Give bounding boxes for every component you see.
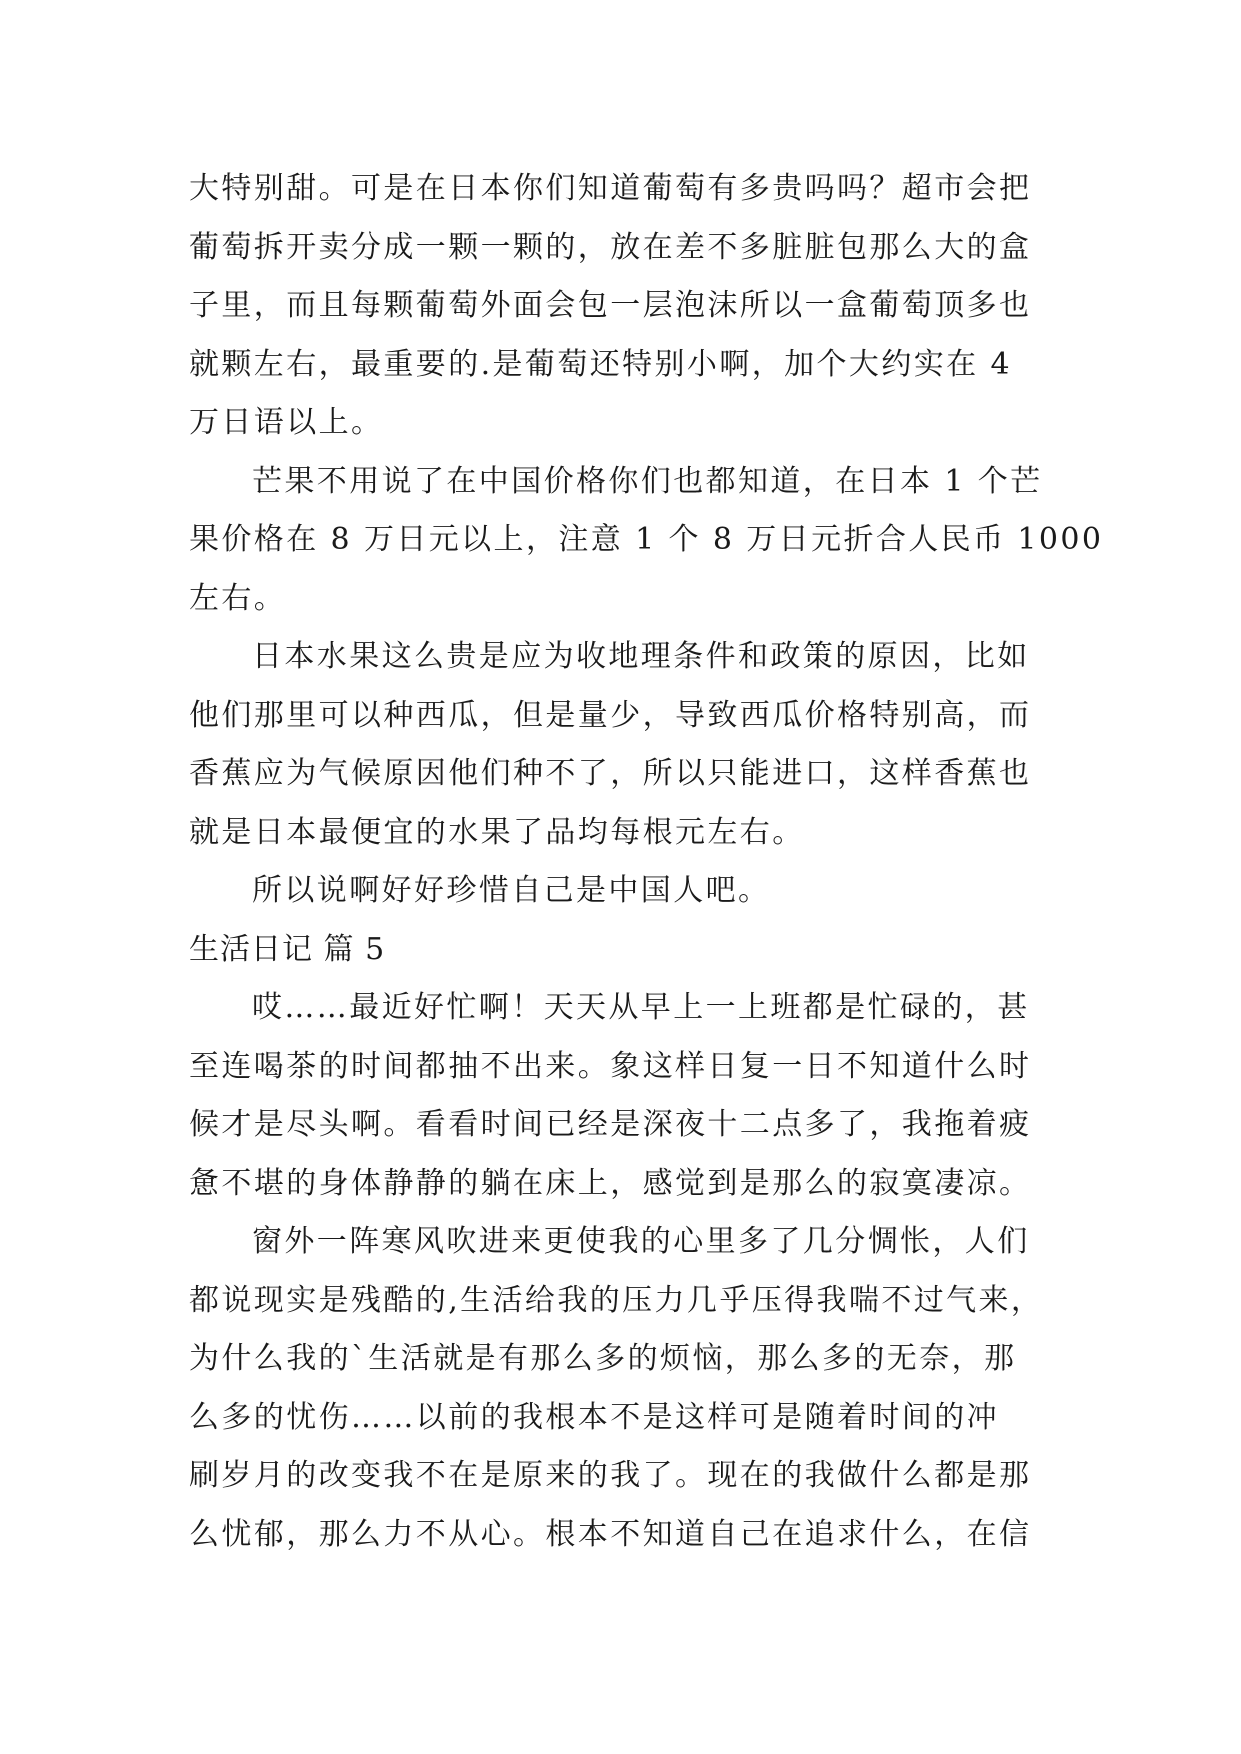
text-line: 都说现实是残酷的,生活给我的压力几乎压得我喘不过气来，	[189, 1282, 1044, 1318]
paragraph-first-line: 芒果不用说了在中国价格你们也都知道，在日本 1 个芒	[252, 463, 1043, 499]
section-heading: 生活日记 篇 5	[189, 931, 386, 967]
text-line: 万日语以上。	[189, 405, 384, 440]
text-line: 么忧郁，那么力不从心。根本不知道自己在追求什么，在信	[189, 1516, 1032, 1552]
paragraph-first-line: 所以说啊好好珍惜自己是中国人吧。	[252, 873, 771, 908]
text-line: 就是日本最便宜的水果了品均每根元左右。	[189, 814, 805, 850]
text-line: 左右。	[189, 580, 287, 616]
text-line: 子里，而且每颗葡萄外面会包一层泡沫所以一盒葡萄顶多也	[189, 288, 1032, 323]
paragraph-first-line: 日本水果这么贵是应为收地理条件和政策的原因，比如	[252, 639, 1030, 674]
text-line: 么多的忧伤……以前的我根本不是这样可是随着时间的冲	[189, 1399, 999, 1435]
text-line: 大特别甜。可是在日本你们知道葡萄有多贵吗吗？超市会把	[189, 171, 1032, 206]
text-line: 就颗左右，最重要的.是葡萄还特别小啊，加个大约实在 4	[189, 346, 1012, 382]
text-line: 香蕉应为气候原因他们种不了，所以只能进口，这样香蕉也	[189, 756, 1032, 791]
text-line: 为什么我的`生活就是有那么多的烦恼，那么多的无奈，那	[189, 1341, 1017, 1376]
text-line: 惫不堪的身体静静的躺在床上，感觉到是那么的寂寞凄凉。	[189, 1165, 1032, 1201]
text-line: 刷岁月的改变我不在是原来的我了。现在的我做什么都是那	[189, 1458, 1032, 1493]
paragraph-first-line: 哎……最近好忙啊！天天从早上一上班都是忙碌的，甚	[252, 990, 1030, 1025]
text-line: 他们那里可以种西瓜，但是量少，导致西瓜价格特别高，而	[189, 697, 1032, 733]
text-line: 葡萄拆开卖分成一颗一颗的，放在差不多脏脏包那么大的盒	[189, 229, 1032, 265]
document-body	[189, 160, 1104, 1564]
paragraph-first-line: 窗外一阵寒风吹进来更使我的心里多了几分惆怅，人们	[252, 1224, 1030, 1259]
text-line: 果价格在 8 万日元以上，注意 1 个 8 万日元折合人民币 1000	[189, 522, 1104, 557]
text-line: 至连喝茶的时间都抽不出来。象这样日复一日不知道什么时	[189, 1048, 1032, 1084]
text-line: 候才是尽头啊。看看时间已经是深夜十二点多了，我拖着疲	[189, 1107, 1032, 1142]
